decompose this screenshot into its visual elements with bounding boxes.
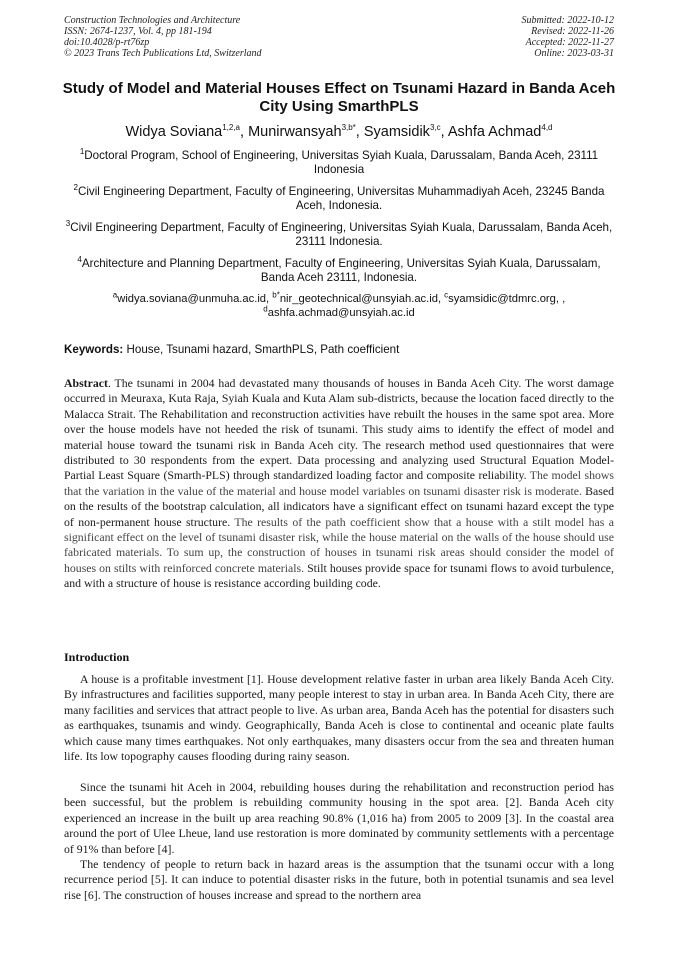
- intro-paragraph-3: The tendency of people to return back in hazard areas is the assumption that the tsunami occur with a long recurrence period [5]. It can induce to potential disaster risks in the future, both in potential tsunamis and sea level rise [6]. The construction of houses increase and spread to the northern area: [64, 857, 614, 902]
- journal-header-right: [522, 15, 615, 59]
- email-superscript: a: [112, 290, 118, 300]
- affiliation-text: Architecture and Planning Department, Faculty of Engineering, Universitas Syiah Kuala, Darussalam, Banda Aceh 23111, Indonesia.: [81, 257, 601, 284]
- affiliation-3: [64, 221, 614, 249]
- submitted-date: Submitted: 2022-10-12: [521, 15, 614, 26]
- abstract-section: [64, 376, 614, 592]
- author-name: Syamsidik: [363, 124, 430, 140]
- abstract-text: . The tsunami in 2004 had devastated many thousands of houses in Banda Aceh City. The worst damage occurred in Meuraxa, Kuta Raja, Syiah Kuala and Kuta Alam sub-districts, because the location faced directly to the Malacca Strait. The Rehabilitation and reconstruction activities have rebuilt the houses in the same spot area. More over the house models have not heeded the risk of tsunami. This study aims to identify the effect of model and material house toward the tsunami risk in Banda Aceh city. The research method used questionnaires that were distributed to 30 respondents from the expert. Data processing and analyzing used Structural Equation Model-Partial Least Square (Smarth-PLS) through standardized loading factor and composite reliability.: [64, 376, 614, 483]
- affiliation-superscript: 1: [79, 147, 85, 157]
- author-superscript: 4,d: [541, 123, 553, 133]
- author-superscript: 3,b*: [341, 123, 356, 133]
- author-separator: ,: [355, 124, 364, 140]
- intro-paragraph-2: Since the tsunami hit Aceh in 2004, rebuilding houses during the rehabilitation and reconstruction period has been successful, but the problem is rebuilding community housing in the spot area. [2]. Banda Aceh city experienced an increase in the built up area reaching 90.8% (1,016 ha) from 2005 to 2009 [3]. In the coastal area around the port of Ulee Lheue, land use restoration is more dominated by community settlements with a percentage of 91% than before [4].: [64, 780, 614, 856]
- email-address: ashfa.achmad@unsyiah.ac.id: [267, 307, 415, 319]
- author-name: Widya Soviana: [125, 124, 223, 140]
- author-separator: ,: [240, 124, 249, 140]
- author-name: Munirwansyah: [248, 124, 342, 140]
- email-superscript: b*: [272, 290, 280, 300]
- abstract-text: The results of the path coefficient show that a house with a stilt model has a significant effect on the level of tsunami disaster risk, while the house material on the walls of the house should use fabricated materials. To sum up,: [64, 514, 614, 560]
- abstract-text: Based on the results of the bootstrap calculation, all indicators have a significant effect on tsunami hazard except the type of non-permanent house structure.: [64, 483, 614, 529]
- author-superscript: 1,2,a: [222, 123, 240, 133]
- email-superscript: c: [444, 290, 449, 300]
- online-date: Online: 2023-03-31: [534, 48, 614, 59]
- email-address: widya.soviana@unmuha.ac.id,: [117, 293, 273, 305]
- affiliation-superscript: 4: [77, 255, 82, 265]
- abstract-label: Abstract: [64, 376, 108, 390]
- intro-paragraph-1: A house is a profitable investment [1]. House development relative faster in urban area likely Banda Aceh City. By infrastructures and facilities supported, many people interest to stay in urban area. In Banda Aceh City, there are many facilities and services that attract people to live. As urban area, Banda Aceh has the potential for disasters such as earthquakes, tsunamis and windy. Geographically, Banda Aceh is close to continental and oceanic plate faults which cause many times earthquakes. Not only earthquakes, many disasters occur from the sea and threaten human life. Its low topography causes flooding during rainy season.: [64, 672, 615, 764]
- affiliation-text: Civil Engineering Department, Faculty of Engineering, Universitas Syiah Kuala, Darussalam, Banda Aceh, 23111 Indonesia.: [70, 221, 613, 248]
- author-name: Ashfa Achmad: [447, 124, 542, 140]
- introduction-heading: Introduction: [64, 650, 130, 664]
- affiliation-superscript: 3: [65, 219, 71, 229]
- affiliation-text: Doctoral Program, School of Engineering, Universitas Syiah Kuala, Darussalam, Banda Aceh, 23111 Indonesia: [84, 149, 599, 176]
- journal-header-left: [64, 15, 262, 59]
- affiliation-2: [64, 185, 614, 213]
- doi-line: doi:10.4028/p-rt76zp: [64, 37, 150, 48]
- keywords-text: House, Tsunami hazard, SmarthPLS, Path coefficient: [123, 343, 400, 356]
- author-separator: ,: [440, 124, 448, 140]
- email-superscript: d: [263, 304, 268, 314]
- copyright-line: © 2023 Trans Tech Publications Ltd, Switzerland: [64, 48, 262, 59]
- keywords-label: Keywords:: [64, 343, 124, 356]
- affiliation-1: [64, 149, 614, 177]
- paper-title: Study of Model and Material Houses Effect on Tsunami Hazard in Banda Aceh City Using SmarthPLS: [62, 80, 616, 115]
- issn-line: ISSN: 2674-1237, Vol. 4, pp 181-194: [64, 26, 212, 37]
- abstract-text: the construction of houses in tsunami risk areas should consider the model of houses on stilts with reinforced concrete materials.: [64, 545, 614, 575]
- affiliation-text: Civil Engineering Department, Faculty of Engineering, Universitas Muhammadiyah Aceh, 23245 Banda Aceh, Indonesia.: [77, 185, 605, 212]
- revised-date: Revised: 2022-11-26: [531, 26, 614, 37]
- affiliation-4: [64, 257, 614, 285]
- affiliation-superscript: 2: [73, 183, 78, 193]
- email-address: syamsidic@tdmrc.org, ,: [448, 293, 566, 305]
- abstract-text: The model shows that the variation in the value of the material and house model variables on tsunami disaster risk is moderate.: [64, 468, 614, 498]
- author-list: [40, 123, 638, 141]
- email-address: nir_geotechnical@unsyiah.ac.id,: [279, 293, 445, 305]
- author-superscript: 3,c: [429, 123, 441, 133]
- journal-name: Construction Technologies and Architecture: [64, 15, 241, 26]
- accepted-date: Accepted: 2022-11-27: [525, 37, 614, 48]
- abstract-text: Stilt houses provide space for tsunami flows to avoid turbulence, and with a structure of house is resistance according building code.: [64, 560, 614, 591]
- author-emails: [64, 292, 614, 320]
- keywords-line: [64, 343, 399, 357]
